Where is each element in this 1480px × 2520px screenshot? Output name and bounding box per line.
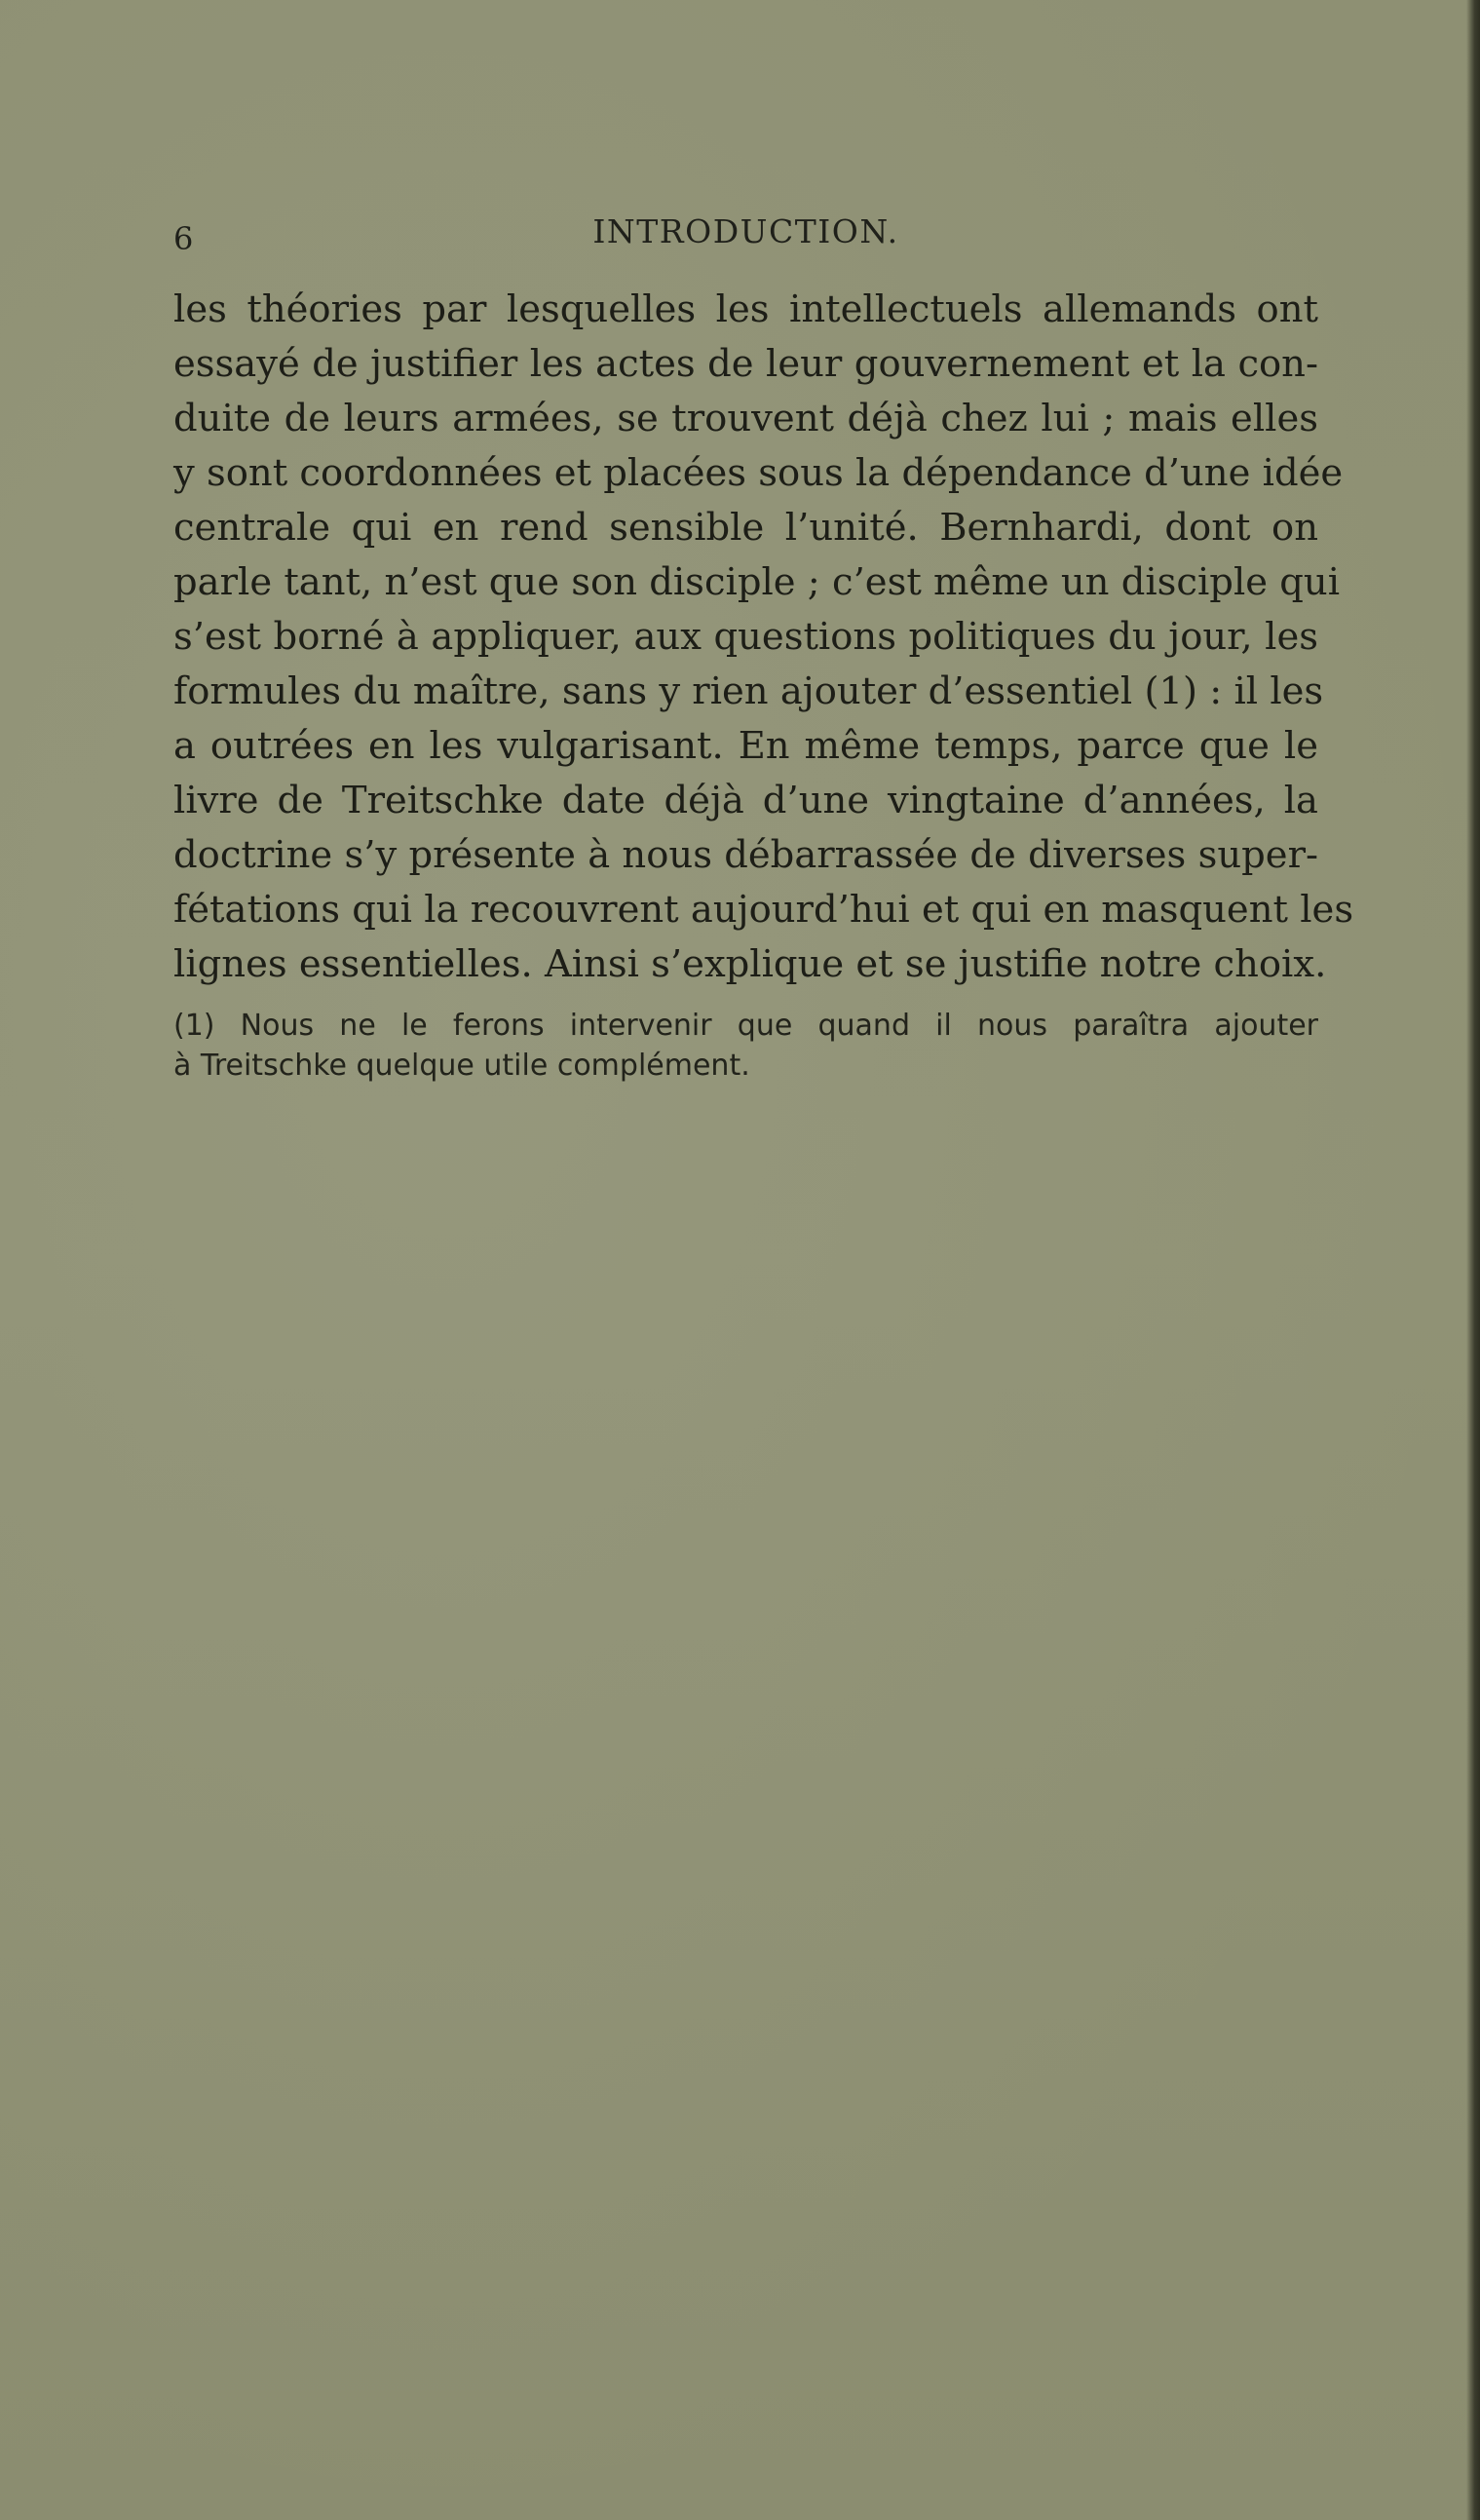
text-line: s’est borné à appliquer, aux questions politiques du jour, les <box>173 615 1318 659</box>
text-line: formules du maître, sans y rien ajouter d’essentiel (1) : il les <box>173 669 1324 713</box>
text-line: a outrées en les vulgarisant. En même temps, parce que le <box>173 724 1318 768</box>
running-title: INTRODUCTION. <box>592 212 899 250</box>
text-line: centrale qui en rend sensible l’unité. Bernhardi, dont on <box>173 506 1318 550</box>
page-edge-shadow <box>1466 0 1480 2520</box>
footnote <box>173 1006 1318 1086</box>
text-line: duite de leurs armées, se trouvent déjà chez lui ; mais elles <box>173 397 1318 440</box>
page-number: 6 <box>173 220 194 257</box>
footnote-line: à Treitschke quelque utile complément. <box>173 1049 750 1083</box>
text-line: parle tant, n’est que son disciple ; c’est même un disciple qui <box>173 560 1341 604</box>
page-header <box>173 212 1318 261</box>
text-line: doctrine s’y présente à nous débarrassée de diverses super- <box>173 833 1318 877</box>
text-line: essayé de justifier les actes de leur gouvernement et la con- <box>173 342 1318 386</box>
text-line: les théories par lesquelles les intellectuels allemands ont <box>173 287 1318 331</box>
text-line: lignes essentielles. Ainsi s’explique et se justifie notre choix. <box>173 942 1327 986</box>
body-paragraph <box>173 283 1354 992</box>
text-line: fétations qui la recouvrent aujourd’hui et qui en masquent les <box>173 888 1354 932</box>
text-line: livre de Treitschke date déjà d’une vingtaine d’années, la <box>173 779 1318 822</box>
footnote-line: (1) Nous ne le ferons intervenir que quand il nous paraîtra ajouter <box>173 1009 1318 1043</box>
text-line: y sont coordonnées et placées sous la dépendance d’une idée <box>173 451 1344 495</box>
